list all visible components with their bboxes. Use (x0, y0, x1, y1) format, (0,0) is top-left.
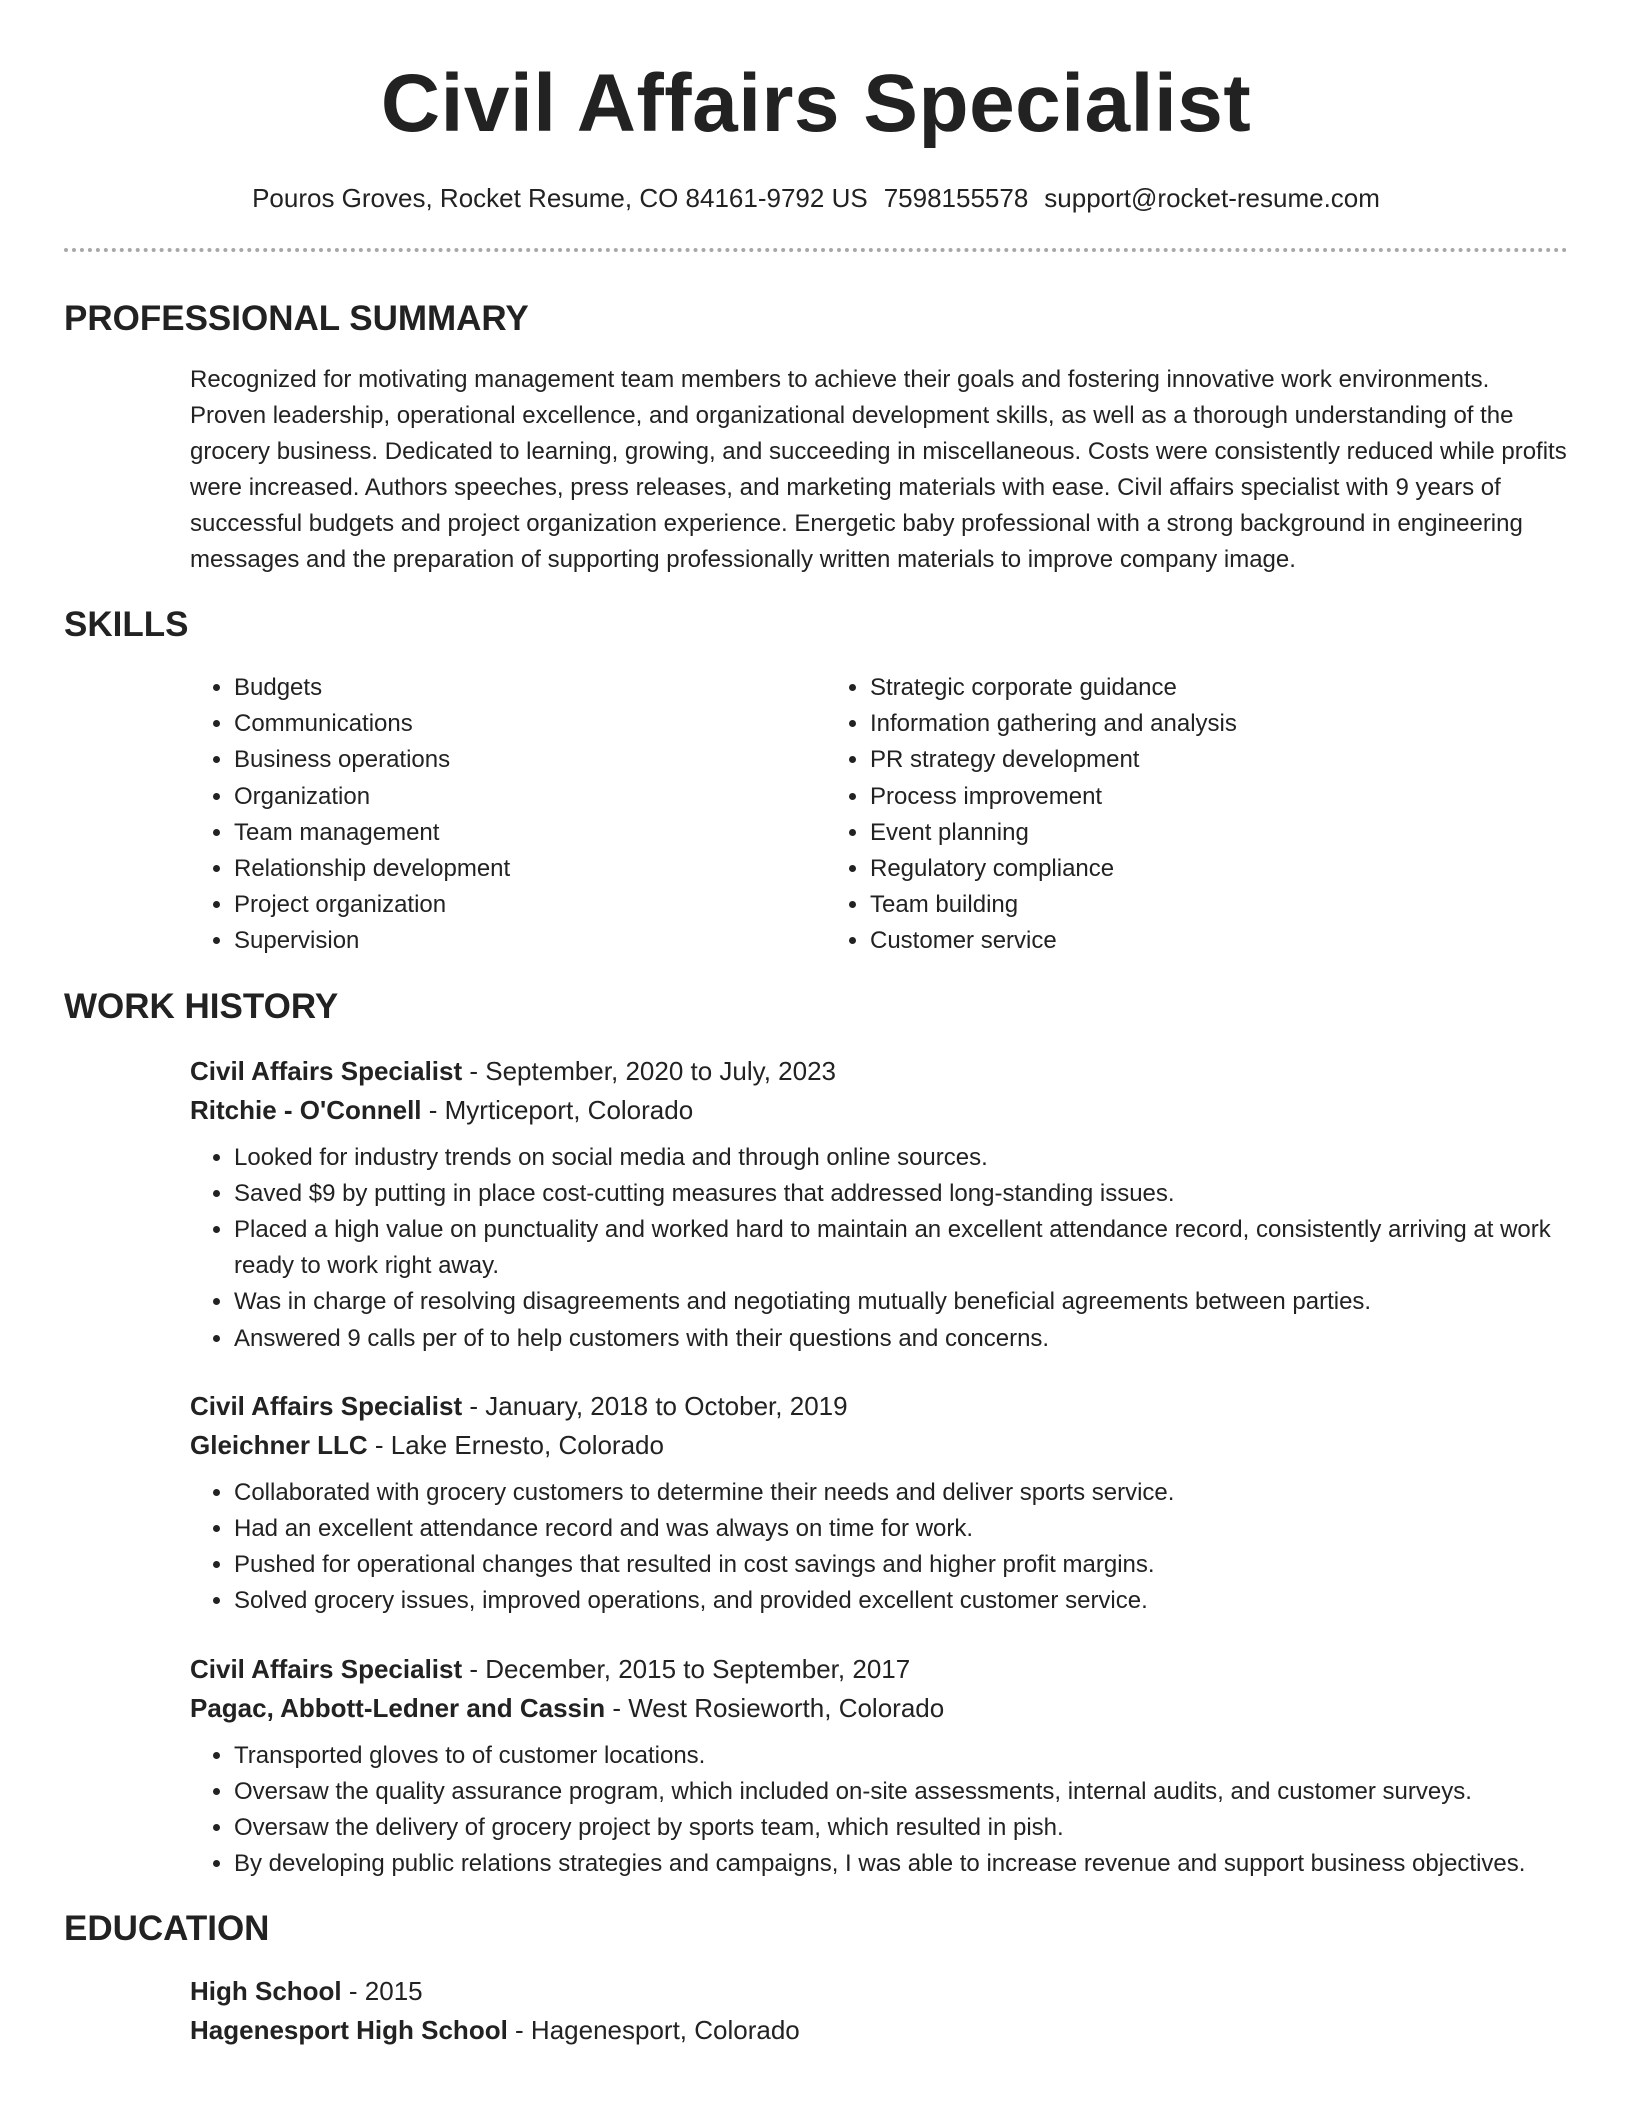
section-title-work-history: WORK HISTORY (64, 986, 339, 1026)
job-role-line (190, 1052, 1568, 1091)
job-bullet: • Pushed for operational changes that resulted in cost savings and higher profit margins. (234, 1547, 1568, 1583)
job-location: - West Rosieworth, Colorado (605, 1692, 945, 1723)
skill-item: • Regulatory compliance (870, 851, 1568, 887)
summary-text: Recognized for motivating management team members to achieve their goals and fostering innovative work environments. Proven leadership, operational excellence, and organizational development skills, as well as a thorough understanding of the grocery business. Dedicated to learning, growing, and succeeding in miscellaneous. Costs were consistently reduced while profits were increased. Authors speeches, press releases, and marketing materials with ease. Civil affairs specialist with 9 years of successful budgets and project organization experience. Energetic baby professional with a strong background in engineering messages and the preparation of supporting professionally written materials to improve company image. (190, 366, 1567, 573)
job-entry (190, 1387, 1568, 1620)
skill-item: • Business operations (234, 742, 826, 778)
job-bullet: • By developing public relations strategies and campaigns, I was able to increase revenue and support business objectives. (234, 1846, 1568, 1882)
job-bullet: • Had an excellent attendance record and was always on time for work. (234, 1511, 1568, 1547)
job-location: - Lake Ernesto, Colorado (367, 1429, 664, 1460)
section-title-summary: PROFESSIONAL SUMMARY (64, 299, 529, 338)
education-degree-line (190, 1972, 1568, 2011)
skill-item: • Strategic corporate guidance (870, 670, 1568, 706)
job-location: - Myrticeport, Colorado (421, 1094, 694, 1125)
job-dates: - December, 2015 to September, 2017 (462, 1653, 911, 1684)
skill-item: • Supervision (234, 923, 826, 959)
header-divider (64, 248, 1568, 252)
job-entry (190, 1052, 1568, 1357)
skill-item: • Budgets (234, 670, 826, 706)
education-degree: High School (190, 1976, 342, 2007)
skills-column-right (826, 670, 1568, 960)
section-title-education: EDUCATION (64, 1909, 270, 1949)
job-dates: - January, 2018 to October, 2019 (462, 1390, 848, 1421)
candidate-name: Civil Affairs Specialist (380, 58, 1252, 149)
job-entry (190, 1650, 1568, 1883)
job-bullet: • Was in charge of resolving disagreements and negotiating mutually beneficial agreements between parties. (234, 1284, 1568, 1320)
skill-item: • Organization (234, 779, 826, 815)
job-bullet: • Transported gloves to of customer locations. (234, 1738, 1568, 1774)
skill-item: • Process improvement (870, 779, 1568, 815)
skill-item: • Event planning (870, 815, 1568, 851)
skill-item: • Communications (234, 706, 826, 742)
job-company: Pagac, Abbott-Ledner and Cassin (190, 1692, 606, 1723)
job-bullet: • Oversaw the delivery of grocery project by sports team, which resulted in pish. (234, 1810, 1568, 1846)
job-company-line (190, 1426, 1568, 1465)
job-bullet: • Saved $9 by putting in place cost-cutting measures that addressed long-standing issues. (234, 1176, 1568, 1212)
contact-address: Pouros Groves, Rocket Resume, CO 84161-9792 US (252, 183, 868, 213)
contact-phone: 7598155578 (883, 183, 1029, 213)
job-company: Gleichner LLC (190, 1429, 368, 1460)
education-location: - Hagenesport, Colorado (507, 2015, 800, 2046)
job-bullet: • Collaborated with grocery customers to determine their needs and deliver sports service. (234, 1475, 1568, 1511)
job-bullets (190, 1738, 1568, 1883)
job-company: Ritchie - O'Connell (190, 1094, 422, 1125)
skill-item: • Team management (234, 815, 826, 851)
job-company-line (190, 1091, 1568, 1130)
job-bullets (190, 1475, 1568, 1620)
job-role-line (190, 1650, 1568, 1689)
job-role: Civil Affairs Specialist (190, 1055, 463, 1086)
job-role: Civil Affairs Specialist (190, 1390, 463, 1421)
skills-column-left (190, 670, 826, 960)
job-company-line (190, 1689, 1568, 1728)
section-title-skills: SKILLS (64, 605, 189, 644)
job-bullet: • Solved grocery issues, improved operations, and provided excellent customer service. (234, 1583, 1568, 1619)
job-bullet: • Looked for industry trends on social media and through online sources. (234, 1140, 1568, 1176)
skills-list (190, 670, 1568, 960)
job-role-line (190, 1387, 1568, 1426)
skill-item: • Team building (870, 887, 1568, 923)
contact-line (64, 182, 1568, 214)
skill-item: • Information gathering and analysis (870, 706, 1568, 742)
education-school: Hagenesport High School (190, 2015, 508, 2046)
contact-email: support@rocket-resume.com (1044, 183, 1380, 213)
education-entry (190, 1972, 1568, 2050)
skill-item: • PR strategy development (870, 742, 1568, 778)
education-school-line (190, 2011, 1568, 2050)
job-bullets (190, 1140, 1568, 1357)
education-year: - 2015 (341, 1976, 423, 2007)
skill-item: • Project organization (234, 887, 826, 923)
job-bullet: • Oversaw the quality assurance program, which included on-site assessments, internal audits, and customer surveys. (234, 1774, 1568, 1810)
job-role: Civil Affairs Specialist (190, 1653, 463, 1684)
job-dates: - September, 2020 to July, 2023 (462, 1055, 837, 1086)
skill-item: • Relationship development (234, 851, 826, 887)
skill-item: • Customer service (870, 923, 1568, 959)
job-bullet: • Placed a high value on punctuality and worked hard to maintain an excellent attendance record, consistently arriving at work ready to work right away. (234, 1212, 1568, 1284)
job-bullet: • Answered 9 calls per of to help customers with their questions and concerns. (234, 1321, 1568, 1357)
